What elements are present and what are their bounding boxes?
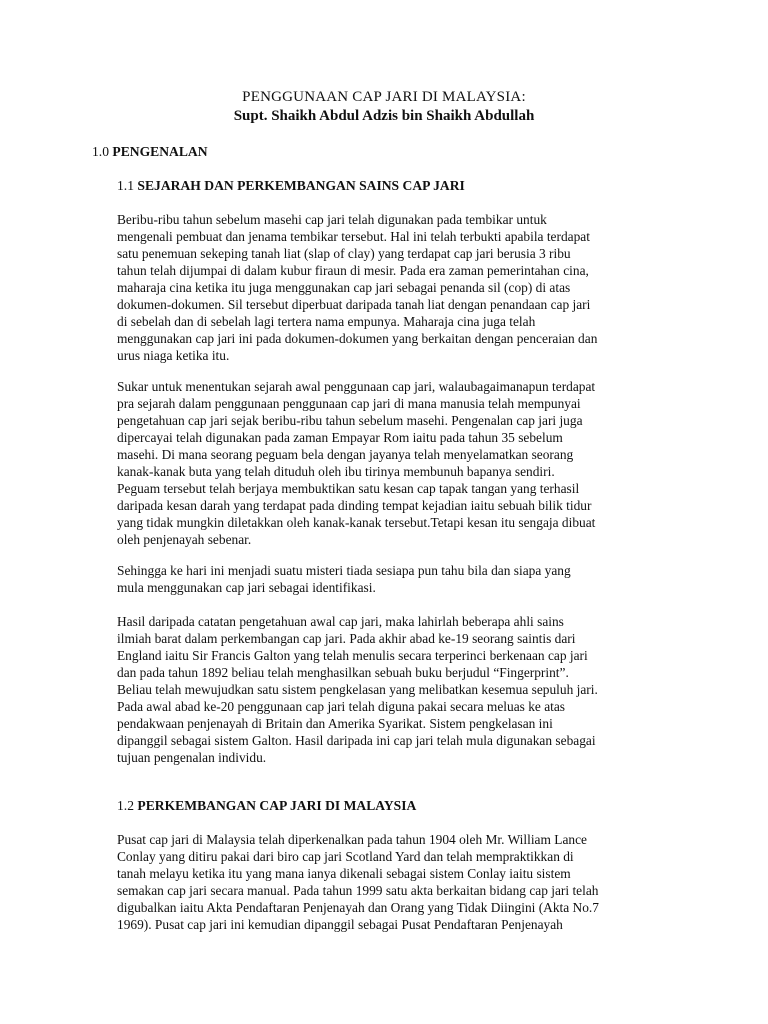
section-number: 1.1 <box>117 178 134 193</box>
paragraph-line: ilmiah barat dalam perkembangan cap jari. Pada akhir abad ke-19 seorang saintis dari <box>117 631 576 646</box>
paragraph-line: dipanggil sebagai sistem Galton. Hasil daripada ini cap jari telah mula digunakan sebagai <box>117 733 596 748</box>
section-heading-1-1 <box>117 177 465 194</box>
paragraph-line: Beribu-ribu tahun sebelum masehi cap jari telah digunakan pada tembikar untuk <box>117 212 547 227</box>
paragraph-line: dipercayai telah digunakan pada zaman Empayar Rom iaitu pada tahun 35 sebelum <box>117 430 563 445</box>
section-title: PERKEMBANGAN CAP JARI DI MALAYSIA <box>137 798 417 813</box>
paragraph-line: daripada kesan darah yang terdapat pada dinding tempat kejadian iaitu sebuah bilik tidur <box>117 498 592 513</box>
paragraph-line: maharaja cina ketika itu juga menggunakan cap jari sebagai penanda sil (cop) di atas <box>117 280 571 295</box>
section-heading-1-0 <box>92 143 208 160</box>
paragraph-line: mengenali pembuat dan jenama tembikar tersebut. Hal ini telah terbukti apabila terdapat <box>117 229 590 244</box>
paragraph-line: satu penemuan sekeping tanah liat (slap of clay) yang terdapat cap jari berusia 3 ribu <box>117 246 571 261</box>
paragraph-2 <box>117 378 677 548</box>
paragraph-line: pengetahuan cap jari sejak beribu-ribu tahun sebelum masehi. Pengenalan cap jari juga <box>117 413 583 428</box>
paragraph-5 <box>117 831 677 933</box>
section-heading-1-2 <box>117 797 416 814</box>
paragraph-line: 1969). Pusat cap jari ini kemudian dipanggil sebagai Pusat Pendaftaran Penjenayah <box>117 917 563 932</box>
section-title: SEJARAH DAN PERKEMBANGAN SAINS CAP JARI <box>137 178 465 193</box>
paragraph-line: pendakwaan penjenayah di Britain dan Amerika Syarikat. Sistem pengkelasan ini <box>117 716 553 731</box>
paragraph-line: Hasil daripada catatan pengetahuan awal cap jari, maka lahirlah beberapa ahli sains <box>117 614 564 629</box>
paragraph-line: mula menggunakan cap jari sebagai identifikasi. <box>117 580 376 595</box>
section-title: PENGENALAN <box>112 144 208 159</box>
paragraph-line: Sehingga ke hari ini menjadi suatu misteri tiada sesiapa pun tahu bila dan siapa yang <box>117 563 571 578</box>
paragraph-line: Conlay yang ditiru pakai dari biro cap jari Scotland Yard dan telah mempraktikkan di <box>117 849 574 864</box>
document-author: Supt. Shaikh Abdul Adzis bin Shaikh Abdullah <box>233 108 535 124</box>
document-title: PENGGUNAAN CAP JARI DI MALAYSIA: <box>242 89 526 105</box>
section-number: 1.2 <box>117 798 134 813</box>
paragraph-line: Beliau telah mewujudkan satu sistem pengkelasan yang melibatkan kesemua sepuluh jari. <box>117 682 598 697</box>
paragraph-3 <box>117 562 677 596</box>
paragraph-line: Peguam tersebut telah berjaya membuktikan satu kesan cap tapak tangan yang terhasil <box>117 481 580 496</box>
paragraph-line: tahun telah dijumpai di dalam kubur firaun di mesir. Pada era zaman pemerintahan cina, <box>117 263 589 278</box>
paragraph-line: tujuan pengenalan individu. <box>117 750 267 765</box>
paragraph-line: yang tidak mungkin diletakkan oleh kanak-kanak tersebut.Tetapi kesan itu sengaja dibuat <box>117 515 596 530</box>
paragraph-line: semakan cap jari secara manual. Pada tahun 1999 satu akta berkaitan bidang cap jari telah <box>117 883 599 898</box>
paragraph-line: kanak-kanak buta yang telah dituduh oleh ibu tirinya membunuh bapanya sendiri. <box>117 464 555 479</box>
section-number: 1.0 <box>92 144 109 159</box>
paragraph-4 <box>117 613 677 766</box>
paragraph-line: di sebelah dan di sebelah lagi tertera nama empunya. Maharaja cina juga telah <box>117 314 536 329</box>
paragraph-line: Pada awal abad ke-20 penggunaan cap jari telah diguna pakai secara meluas ke atas <box>117 699 566 714</box>
paragraph-1 <box>117 211 677 364</box>
paragraph-line: tanah melayu ketika itu yang mana ianya dikenali sebagai sistem Conlay iaitu sistem <box>117 866 571 881</box>
paragraph-line: menggunakan cap jari ini pada dokumen-dokumen yang berkaitan dengan penceraian dan <box>117 331 598 346</box>
paragraph-line: oleh penjenayah sebenar. <box>117 532 252 547</box>
paragraph-line: Pusat cap jari di Malaysia telah diperkenalkan pada tahun 1904 oleh Mr. William Lance <box>117 832 587 847</box>
paragraph-line: Sukar untuk menentukan sejarah awal penggunaan cap jari, walaubagaimanapun terdapat <box>117 379 596 394</box>
paragraph-line: dan pada tahun 1892 beliau telah menghasilkan sebuah buku berjudul “Fingerprint”. <box>117 665 569 680</box>
paragraph-line: urus niaga ketika itu. <box>117 348 230 363</box>
paragraph-line: digubalkan iaitu Akta Pendaftaran Penjenayah dan Orang yang Tidak Diingini (Akta No.7 <box>117 900 599 915</box>
paragraph-line: masehi. Di mana seorang peguam bela dengan jayanya telah menyelamatkan seorang <box>117 447 574 462</box>
paragraph-line: pra sejarah dalam penggunaan penggunaan cap jari di mana manusia telah mempunyai <box>117 396 581 411</box>
paragraph-line: dokumen-dokumen. Sil tersebut diperbuat daripada tanah liat dengan penandaan cap jari <box>117 297 591 312</box>
paragraph-line: England iaitu Sir Francis Galton yang telah menulis secara terperinci berkenaan cap jari <box>117 648 588 663</box>
